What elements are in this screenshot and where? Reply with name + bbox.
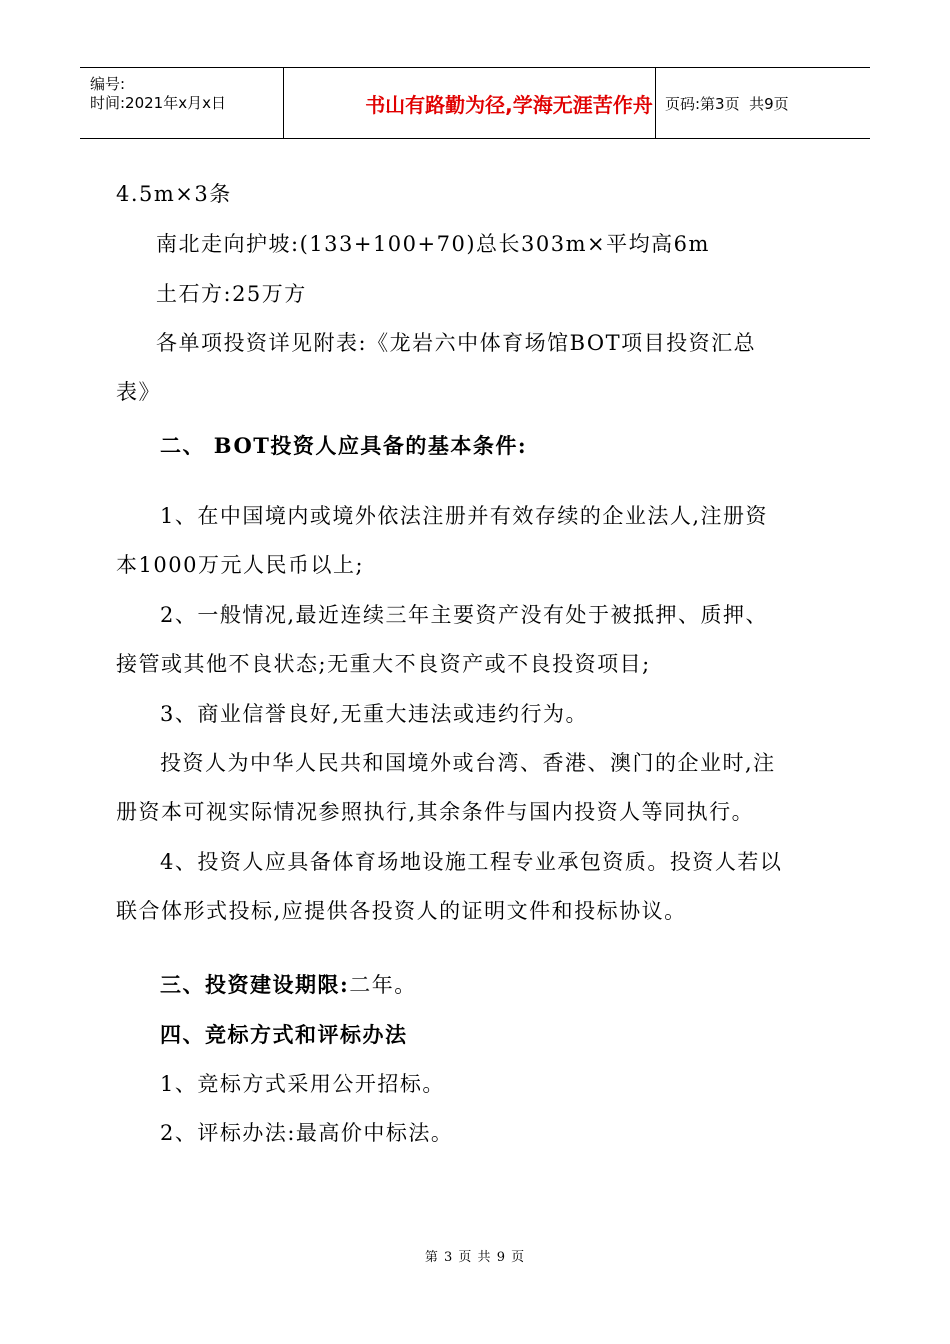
section-heading: 二、 BOT投资人应具备的基本条件: [160,433,528,458]
section-heading: 四、竞标方式和评标办法 [160,1022,408,1047]
body-line: 各单项投资详见附表:《龙岩六中体育场馆BOT项目投资汇总 [156,331,757,355]
list-item: 3、商业信誉良好,无重大违法或违约行为。 [160,702,589,726]
header-motto: 书山有路勤为径,学海无涯苦作舟 [365,92,653,117]
list-item: 4、投资人应具备体育场地设施工程专业承包资质。投资人若以 [160,850,783,874]
time-label: 时间:2021年x月x日 [90,94,226,112]
list-item: 2、一般情况,最近连续三年主要资产没有处于被抵押、质押、 [160,603,769,627]
body-line: 4.5m×3条 [116,182,232,206]
header-page-code: 页码:第3页 共9页 [665,94,789,113]
section-heading: 三、投资建设期限: [160,972,350,997]
section-heading-line [160,974,417,996]
section-value: 二年。 [349,973,417,997]
body-line: 南北走向护坡:(133+100+70)总长303m×平均高6m [156,232,710,256]
list-item: 2、评标办法:最高价中标法。 [160,1121,454,1145]
header-meta [80,68,283,138]
page-header [80,67,870,139]
list-item: 1、在中国境内或境外依法注册并有效存续的企业法人,注册资 [160,504,769,528]
list-item: 1、竞标方式采用公开招标。 [160,1072,445,1096]
list-item-continuation: 接管或其他不良状态;无重大不良资产或不良投资项目; [116,652,651,676]
paragraph: 投资人为中华人民共和国境外或台湾、香港、澳门的企业时,注 [160,751,776,775]
list-item-continuation: 本1000万元人民币以上; [116,553,365,577]
body-line: 表》 [116,380,161,404]
paragraph-continuation: 册资本可视实际情况参照执行,其余条件与国内投资人等同执行。 [116,800,755,824]
header-divider [655,68,656,138]
page-footer: 第 3 页 共 9 页 [424,1250,526,1265]
body-line: 土石方:25万方 [156,282,307,306]
list-item-continuation: 联合体形式投标,应提供各投资人的证明文件和投标协议。 [116,899,687,923]
number-label: 编号: [90,75,126,93]
